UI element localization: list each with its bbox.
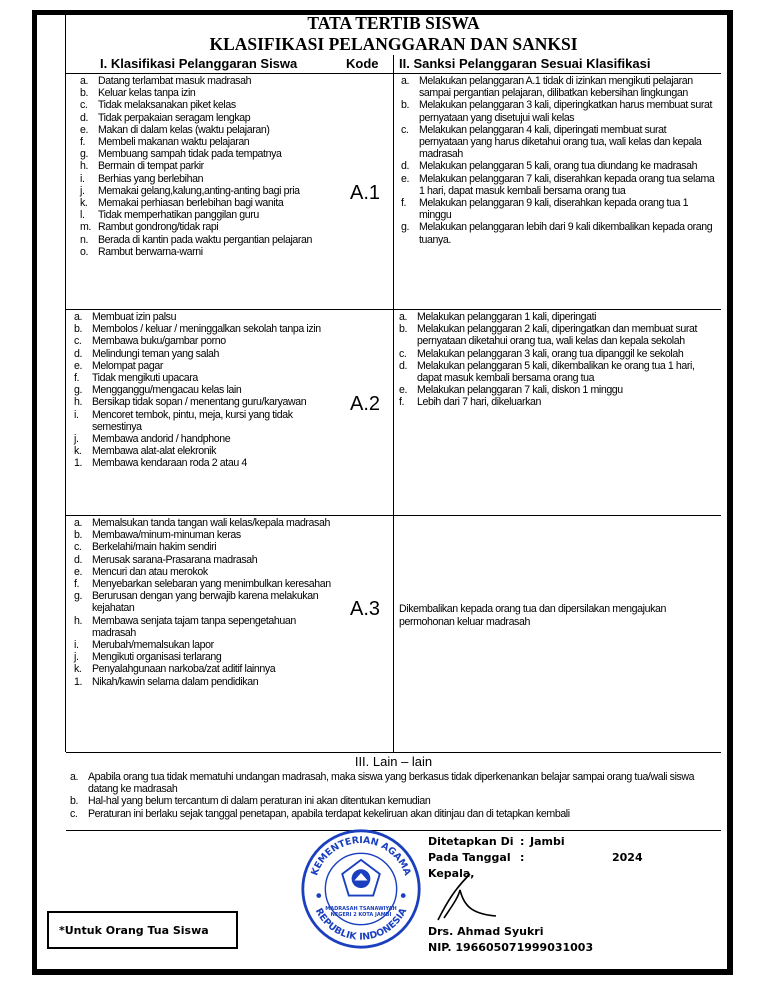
list-marker: h. [74,614,83,627]
sanksi-item [399,311,717,323]
sanksi-item [401,160,717,172]
document-title: TATA TERTIB SISWA [307,13,480,33]
list-item-text: Membawa kendaraan roda 2 atau 4 [92,457,247,470]
list-marker: e. [401,172,410,185]
pelanggaran-item [74,651,342,663]
list-marker: f. [80,136,86,149]
kode-a2: A.2 [350,393,381,415]
pelanggaran-item [80,160,342,172]
list-marker: 1. [74,457,83,470]
list-marker: d. [399,359,408,372]
section-divider-a2 [66,515,721,516]
list-marker: b. [74,529,83,542]
pelanggaran-item [80,75,342,87]
sanksi-a3: Dikembalikan kepada orang tua dan dipersilakan mengajukan permohonan keluar madrasah [399,603,666,628]
list-marker: n. [80,233,89,246]
tanggal-year: 2024 [612,851,643,864]
list-item-text: Bersikap tidak sopan / menentang guru/karyawan [92,396,307,409]
list-marker: c. [74,541,82,554]
pelanggaran-item [74,360,342,372]
lain-lain-item [70,771,716,795]
stamp-star-left-icon [316,893,321,898]
note-text: *Untuk Orang Tua Siswa [59,923,209,937]
list-marker: c. [80,99,88,112]
list-marker: g. [401,221,410,234]
list-marker: k. [80,197,88,210]
kepala-label: Kepala, [428,867,475,880]
list-item-text: Rambut gondrong/tidak rapi [98,221,219,234]
tanggal-colon: : [520,851,525,864]
pelanggaran-item [80,197,342,209]
list-item-text: Berhias yang berlebihan [98,172,204,185]
pelanggaran-item [74,639,342,651]
list-marker: b. [70,795,79,808]
pelanggaran-item [74,311,342,323]
pelanggaran-item [74,372,342,384]
pelanggaran-item [80,185,342,197]
pelanggaran-item [74,554,342,566]
list-marker: l. [80,209,85,222]
tanggal-label: Pada Tanggal [428,851,511,864]
pelanggaran-item [74,517,342,529]
list-marker: 1. [74,675,83,688]
list-marker: h. [80,160,89,173]
list-item-text: Menyebarkan selebaran yang menimbulkan keresahan [92,578,331,591]
list-item-text: Membawa buku/gambar porno [92,335,226,348]
list-marker: b. [80,87,89,100]
list-marker: k. [74,663,82,676]
list-item-text: Tidak mengikuti upacara [92,372,198,385]
list-item-text: Penyalahgunaan narkoba/zat aditif lainnya [92,663,276,676]
list-marker: k. [74,445,82,458]
signatory-nip: NIP. 196605071999031003 [428,941,594,954]
sanksi-list-a1 [401,75,717,246]
ditetapkan-colon: : [520,835,525,848]
header-kode: Kode [346,56,379,71]
list-marker: f. [74,372,80,385]
list-item-text: Melakukan pelanggaran 9 kali, diserahkan kepada orang tua 1 minggu [419,197,689,222]
pelanggaran-item [74,409,342,433]
sanksi-item [399,360,717,384]
pelanggaran-item [80,124,342,136]
list-item-text: Berada di kantin pada waktu pergantian pelajaran [98,233,313,246]
lain-lain-item [70,808,716,820]
sanksi-item [399,384,717,396]
left-margin-line [65,14,66,752]
pelanggaran-item [80,99,342,111]
list-marker: g. [74,384,83,397]
list-item-text: Keluar kelas tanpa izin [98,87,196,100]
list-marker: e. [74,359,83,372]
stamp-inner-text: MADRASAH TSANAWIYAH NEGERI 2 KOTA JAMBI [325,906,397,918]
list-marker: j. [74,433,79,446]
document-subtitle: KLASIFIKASI PELANGGARAN DAN SANKSI [209,34,578,54]
sanksi-item [401,221,717,245]
list-marker: j. [80,184,85,197]
list-marker: c. [401,123,409,136]
list-marker: e. [399,384,408,397]
pelanggaran-item [74,590,342,614]
list-marker: b. [74,323,83,336]
list-marker: i. [74,408,79,421]
list-marker: g. [74,590,83,603]
list-item-text: Membawa andorid / handphone [92,433,231,446]
list-item-text: Melakukan pelanggaran 3 kali, orang tua dipanggil ke sekolah [417,347,684,360]
header-klasifikasi: I. Klasifikasi Pelanggaran Siswa [100,56,298,71]
list-item-text: Melakukan pelanggaran 5 kali, dikembalikan ke orang tua 1 hari, dapat masuk kembali bersama orang tua [417,359,695,385]
list-item-text: Mengganggu/mengacau kelas lain [92,384,242,397]
section-divider-a3 [66,752,721,753]
list-item-text: Merusak sarana-Prasarana madrasah [92,553,258,566]
list-item-text: Melakukan pelanggaran lebih dari 9 kali dikembalikan kepada orang tuanya. [419,221,713,246]
list-marker: d. [401,160,410,173]
list-marker: f. [401,197,407,210]
sanksi-item [401,124,717,161]
pelanggaran-item [74,663,342,675]
list-item-text: Membawa alat-alat elekronik [92,445,217,458]
section-divider-a1 [66,309,721,310]
ditetapkan-label: Ditetapkan Di [428,835,514,848]
lain-lain-list [70,771,716,820]
signatory-name: Drs. Ahmad Syukri [428,925,544,938]
sanksi-item [401,75,717,99]
pelanggaran-item [80,234,342,246]
list-item-text: Melindungi teman yang salah [92,347,220,360]
stamp-top-text: KEMENTERIAN AGAMA [309,834,413,878]
pelanggaran-list-a1 [80,75,342,258]
list-item-text: Nikah/kawin selama dalam pendidikan [92,675,259,688]
list-item-text: Melakukan pelanggaran 7 kali, diserahkan kepada orang tua selama 1 hari, dapat masuk kembali bersama orang tua [419,172,715,197]
list-item-text: Melompat pagar [92,359,163,372]
list-item-text: Lebih dari 7 hari, dikeluarkan [417,396,542,409]
list-item-text: Rambut berwarna-warni [98,245,203,258]
list-marker: h. [74,396,83,409]
list-item-text: Memakai perhiasan berlebihan bagi wanita [98,197,284,210]
sanksi-item [401,197,717,221]
list-item-text: Apabila orang tua tidak mematuhi undangan madrasah, maka siswa yang berkasus tidak diperkenankan belajar sampai orang tua/wali siswa datang ke madrasah [88,771,695,796]
pelanggaran-item [80,221,342,233]
pelanggaran-item [74,529,342,541]
pelanggaran-item [80,112,342,124]
pelanggaran-item [74,457,342,469]
list-item-text: Memakai gelang,kalung,anting-anting bagi pria [98,184,300,197]
list-marker: a. [80,75,89,87]
list-item-text: Melakukan pelanggaran 5 kali, orang tua diundang ke madrasah [419,160,698,173]
list-item-text: Melakukan pelanggaran 1 kali, diperingati [417,311,597,323]
pelanggaran-item [80,148,342,160]
list-marker: e. [80,123,89,136]
list-marker: d. [80,111,89,124]
kode-a3: A.3 [350,598,381,620]
list-item-text: Melakukan pelanggaran 4 kali, diperingati membuat surat pernyataan yang harus diketahui orang tua, wali kelas dan kepala madrasah [419,123,702,161]
list-marker: f. [399,396,405,409]
column-divider [393,55,394,752]
list-marker: c. [70,807,78,820]
pelanggaran-item [74,433,342,445]
list-marker: i. [74,639,79,652]
list-item-text: Mengikuti organisasi terlarang [92,651,222,664]
pelanggaran-item [74,348,342,360]
ditetapkan-value: Jambi [530,835,565,848]
list-marker: c. [399,347,407,360]
list-item-text: Bermain di tempat parkir [98,160,204,173]
list-marker: j. [74,651,79,664]
sanksi-item [399,348,717,360]
sanksi-list-a2 [399,311,717,409]
lain-lain-title: III. Lain – lain [354,754,433,769]
list-item-text: Membeli makanan waktu pelajaran [98,136,250,149]
list-item-text: Peraturan ini berlaku sejak tanggal penetapan, apabila terdapat kekeliruan akan ditinjau dan di tetapkan kembali [88,807,570,820]
list-marker: a. [401,75,410,87]
signatory [428,924,593,956]
list-item-text: Tidak melaksanakan piket kelas [98,99,236,112]
list-item-text: Melakukan pelanggaran A.1 tidak di izinkan mengikuti pelajaran sampai pergantian pelajaran, dilibatkan kebersihan lingkungan [419,75,693,100]
list-marker: i. [80,172,85,185]
pelanggaran-item [74,566,342,578]
header-sanksi: II. Sanksi Pelanggaran Sesuai Klasifikasi [399,56,651,71]
pelanggaran-item [74,578,342,590]
sanksi-item [399,396,717,408]
pelanggaran-list-a3 [74,517,342,688]
list-item-text: Berurusan dengan yang berwajib karena melakukan kejahatan [92,590,319,615]
pelanggaran-item [80,87,342,99]
stamp-bottom-text: REPUBLIK INDONESIA [312,906,410,943]
list-item-text: Membawa senjata tajam tanpa sepengetahuan madrasah [92,614,296,639]
list-item-text: Melakukan pelanggaran 3 kali, diperingkatkan harus membuat surat pernyataan yang disetujui wali kelas [419,99,712,124]
ditetapkan-row [428,834,565,850]
lain-lain-item [70,795,716,807]
list-marker: a. [74,311,83,323]
list-marker: b. [401,99,410,112]
list-marker: b. [399,323,408,336]
list-item-text: Merubah/memalsukan lapor [92,639,214,652]
pelanggaran-item [74,335,342,347]
list-marker: g. [80,148,89,161]
list-item-text: Mencuri dan atau merokok [92,565,208,578]
sanksi-item [401,173,717,197]
note-box [47,911,238,949]
list-marker: o. [80,245,89,258]
list-item-text: Melakukan pelanggaran 7 kali, diskon 1 minggu [417,384,623,397]
list-marker: m. [80,221,91,234]
pelanggaran-item [74,676,342,688]
pelanggaran-item [74,445,342,457]
list-item-text: Membuang sampah tidak pada tempatnya [98,148,282,161]
sanksi-item [401,99,717,123]
pelanggaran-item [80,209,342,221]
tanggal-row [428,850,565,866]
pelanggaran-item [74,323,342,335]
list-marker: a. [399,311,408,323]
list-item-text: Tidak memperhatikan panggilan guru [98,209,259,222]
signature-block [428,834,565,882]
list-item-text: Berkelahi/main hakim sendiri [92,541,217,554]
kode-a1: A.1 [350,182,381,204]
list-item-text: Mencoret tembok, pintu, meja, kursi yang tidak semestinya [92,408,293,433]
pelanggaran-list-a2 [74,311,342,470]
pelanggaran-item [80,136,342,148]
list-marker: d. [74,553,83,566]
pelanggaran-item [80,246,342,258]
official-stamp [300,828,422,950]
list-item-text: Membawa/minum-minuman keras [92,529,241,542]
list-item-text: Datang terlambat masuk madrasah [98,75,252,87]
pelanggaran-item [74,396,342,408]
list-marker: e. [74,565,83,578]
stamp-star-right-icon [401,893,406,898]
stamp-outer-ring [303,831,419,947]
sanksi-item [399,323,717,347]
list-marker: f. [74,578,80,591]
list-item-text: Melakukan pelanggaran 2 kali, diperingatkan dan membuat surat pernyataan diketahui orang tua, wali kelas dan kepala sekolah [417,323,698,348]
list-item-text: Makan di dalam kelas (waktu pelajaran) [98,123,270,136]
list-item-text: Tidak perpakaian seragam lengkap [98,111,251,124]
list-marker: a. [70,771,79,783]
list-item-text: Memalsukan tanda tangan wali kelas/kepala madrasah [92,517,330,529]
pelanggaran-item [80,173,342,185]
list-marker: a. [74,517,83,529]
list-item-text: Membolos / keluar / meninggalkan sekolah tanpa izin [92,323,321,336]
list-item-text: Membuat izin palsu [92,311,177,323]
list-item-text: Hal-hal yang belum tercantum di dalam peraturan ini akan ditentukan kemudian [88,795,431,808]
pelanggaran-item [74,541,342,553]
list-marker: c. [74,335,82,348]
pelanggaran-item [74,384,342,396]
list-marker: d. [74,347,83,360]
pelanggaran-item [74,615,342,639]
